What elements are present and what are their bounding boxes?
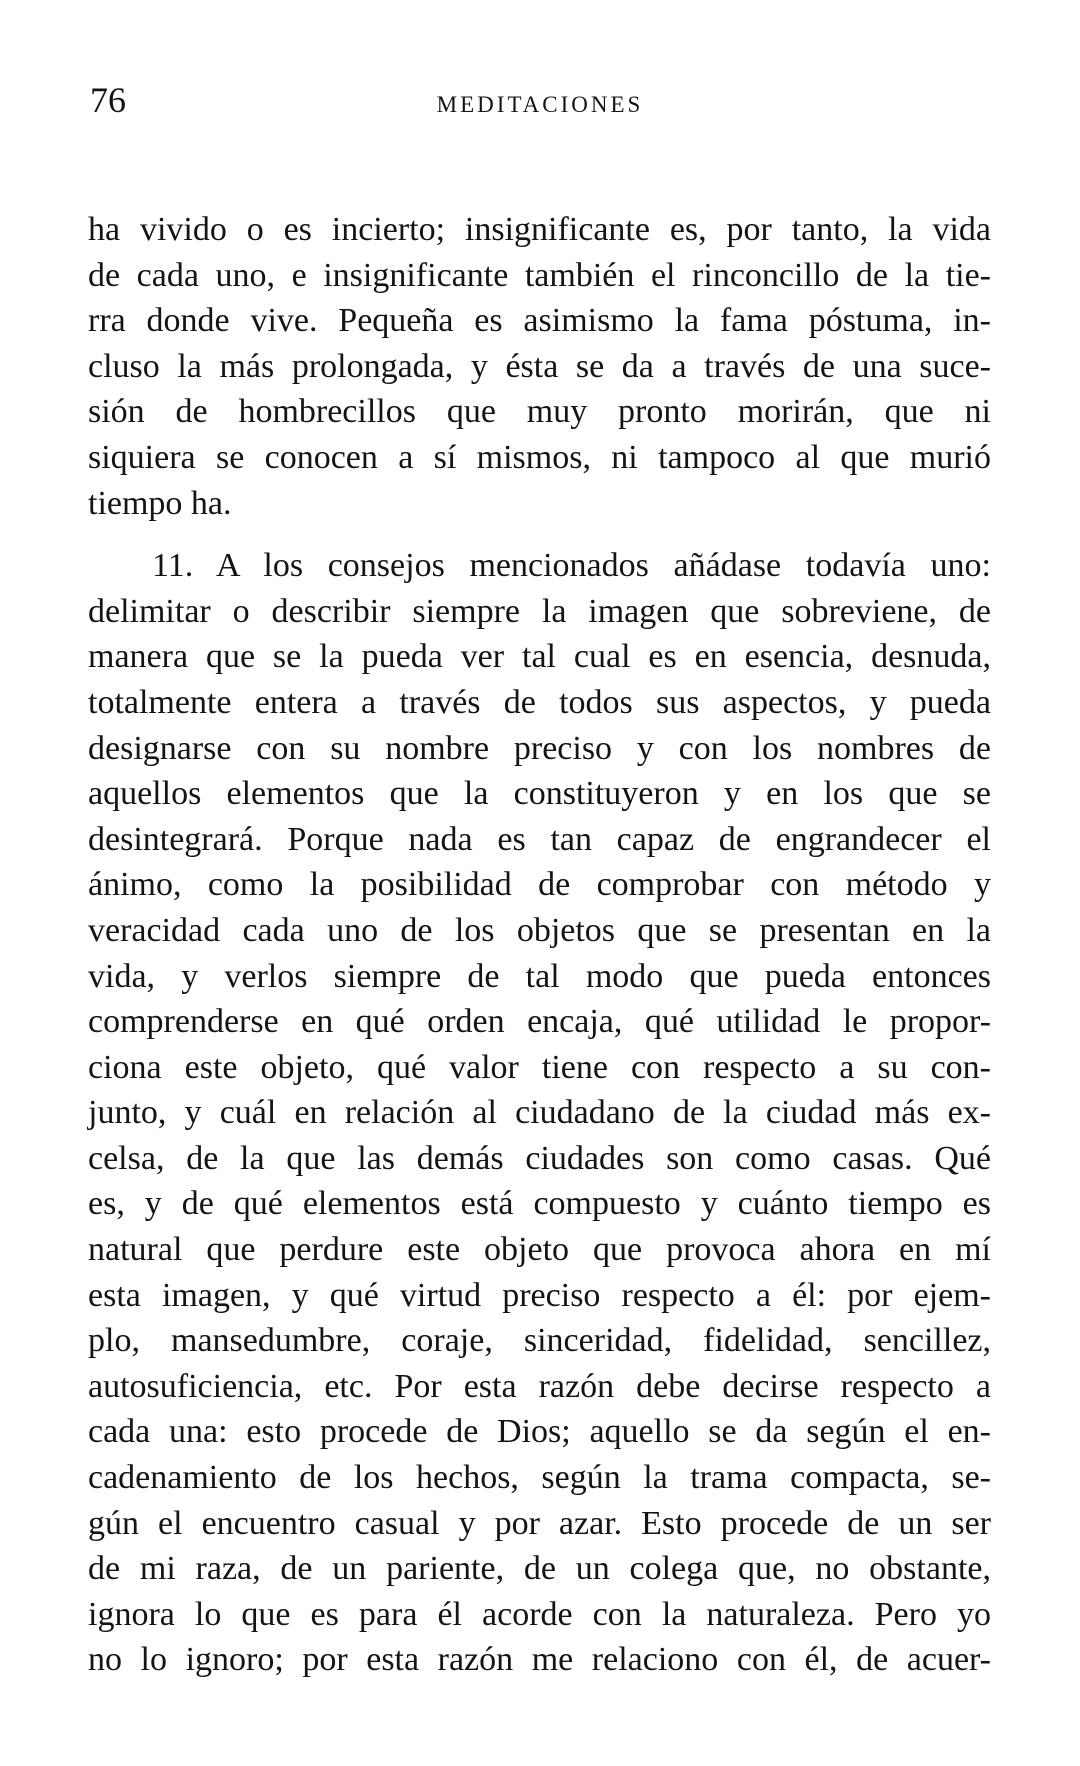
paragraph-1 — [88, 207, 991, 526]
body-text — [88, 207, 991, 1683]
text-line: manera que se la pueda ver tal cual es en esencia, desnuda, — [88, 638, 991, 676]
text-line: plo, mansedumbre, coraje, sinceridad, fidelidad, sencillez, — [88, 1322, 991, 1360]
text-line: es, y de qué elementos está compuesto y cuánto tiempo es — [88, 1185, 991, 1223]
text-line: totalmente entera a través de todos sus aspectos, y pueda — [88, 683, 991, 721]
text-line: aquellos elementos que la constituyeron y en los que se — [88, 775, 991, 813]
text-line: de mi raza, de un pariente, de un colega que, no obstante, — [88, 1550, 991, 1588]
text-line: designarse con su nombre preciso y con los nombres de — [88, 729, 991, 767]
text-line: sión de hombrecillos que muy pronto morirán, que ni — [88, 393, 991, 431]
text-line: rra donde vive. Pequeña es asimismo la fama póstuma, in- — [88, 302, 991, 340]
text-line: autosuficiencia, etc. Por esta razón debe decirse respecto a — [88, 1367, 991, 1405]
text-line: ignora lo que es para él acorde con la naturaleza. Pero yo — [88, 1595, 991, 1633]
text-line: tiempo ha. — [88, 484, 232, 522]
text-line: natural que perdure este objeto que provoca ahora en mí — [88, 1231, 991, 1269]
text-line: comprenderse en qué orden encaja, qué utilidad le propor- — [88, 1003, 991, 1041]
text-line: cadenamiento de los hechos, según la trama compacta, se- — [88, 1459, 991, 1497]
text-line: siquiera se conocen a sí mismos, ni tampoco al que murió — [88, 438, 991, 476]
text-line: cada una: esto procede de Dios; aquello se da según el en- — [88, 1413, 991, 1451]
page-number: 76 — [90, 80, 126, 120]
paragraph-11 — [88, 543, 991, 1683]
text-line: veracidad cada uno de los objetos que se presentan en la — [88, 911, 991, 949]
text-line: ánimo, como la posibilidad de comprobar con método y — [88, 866, 991, 904]
text-line: gún el encuentro casual y por azar. Esto procede de un ser — [88, 1504, 991, 1542]
text-line: junto, y cuál en relación al ciudadano de la ciudad más ex- — [88, 1094, 991, 1132]
text-line: de cada uno, e insignificante también el rinconcillo de la tie- — [88, 256, 991, 294]
text-line: no lo ignoro; por esta razón me relaciono con él, de acuer- — [88, 1641, 991, 1679]
text-line: celsa, de la que las demás ciudades son como casas. Qué — [88, 1139, 991, 1177]
running-head-title: MEDITACIONES — [436, 92, 644, 117]
text-line: vida, y verlos siempre de tal modo que pueda entonces — [88, 957, 991, 995]
paragraph-spacer — [88, 526, 991, 543]
text-line: ciona este objeto, qué valor tiene con respecto a su con- — [88, 1048, 991, 1086]
text-line: 11. A los consejos mencionados añádase todavía uno: — [152, 547, 991, 585]
text-line: esta imagen, y qué virtud preciso respecto a él: por ejem- — [88, 1276, 991, 1314]
text-line: delimitar o describir siempre la imagen que sobreviene, de — [88, 592, 991, 630]
text-line: ha vivido o es incierto; insignificante es, por tanto, la vida — [88, 211, 991, 248]
text-line: cluso la más prolongada, y ésta se da a través de una suce- — [88, 347, 991, 385]
text-line: desintegrará. Porque nada es tan capaz de engrandecer el — [88, 820, 991, 858]
